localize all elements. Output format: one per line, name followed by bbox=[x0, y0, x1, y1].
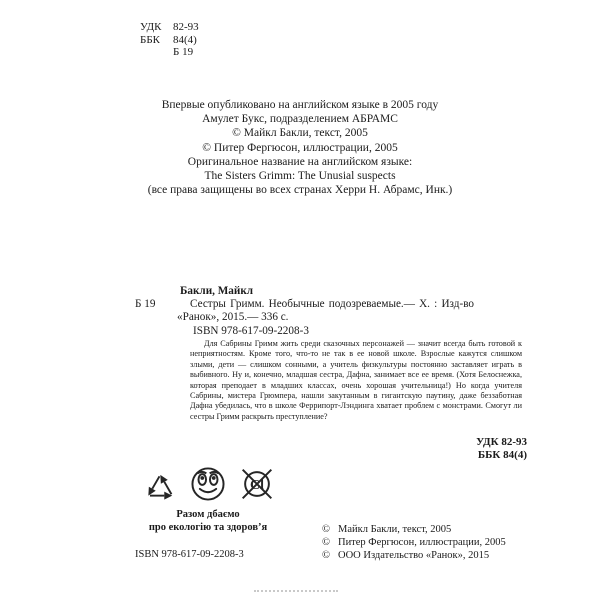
author-code: Б 19 bbox=[173, 46, 194, 58]
copyright-line bbox=[322, 536, 506, 549]
pub-line: © Майкл Бакли, текст, 2005 bbox=[232, 127, 368, 140]
udk-value: 82-93 bbox=[173, 21, 199, 33]
ecology-block bbox=[136, 464, 280, 534]
ecology-slogan: Разом дбаємо про екологію та здоров’я bbox=[148, 509, 268, 533]
udk-row bbox=[140, 21, 199, 34]
publication-info-block bbox=[70, 98, 530, 197]
catalog-code: Б 19 bbox=[135, 298, 156, 311]
cut-mark-dotted-line bbox=[254, 590, 338, 592]
copyright-text: Питер Фергюсон, иллюстрации, 2005 bbox=[337, 537, 506, 548]
pub-line: Амулет Букс, подразделением АБРАМС bbox=[202, 113, 398, 126]
bbk-label: ББК bbox=[140, 33, 160, 46]
udk-label: УДК bbox=[140, 21, 162, 33]
copyright-sign: © bbox=[322, 550, 330, 561]
catalog-card bbox=[135, 285, 485, 338]
ecology-icons bbox=[136, 464, 280, 502]
catalog-entry-row bbox=[135, 298, 485, 324]
copyright-line bbox=[322, 523, 506, 536]
pub-line: Оригинальное название на английском языке: bbox=[187, 155, 413, 168]
recycle-icon bbox=[142, 467, 177, 502]
annotation-paragraph: Для Сабрины Гримм жить среди сказочных персонажей — значит всегда быть готовой к неприятностям. Кроме того, что-то не так в ее новой школе. Взрослые кажутся слишком злыми, дети — слишком сонными, а учитель физкультуры постоянно заставляет играть в выбивного. Ну и, конечно, младшая сестра, Дафна, занимает все ее время. (Хотя Белоснежка, которая преподает в младших классах, очень хорошая учительница!) Но когда учителя Сабрины, мистера Грюмпера, нашли закутанным в гигантскую паутину, даже беззаботная Дафна убедилась, что в школе Феррипорт-Лэндинга хватает проблем с монстрами. Смогут ли сестры Гримм раскрыть преступление? bbox=[190, 339, 522, 421]
copyright-sign: © bbox=[322, 524, 330, 535]
bbk-value: 84(4) bbox=[173, 33, 197, 46]
copyright-text: Майкл Бакли, текст, 2005 bbox=[337, 524, 452, 535]
smiley-face-icon bbox=[190, 466, 226, 502]
pub-line-rights: (все права защищены во всех странах Херри Н. Абрамс, Инк.) bbox=[147, 184, 453, 197]
pub-line-original-title: The Sisters Grimm: The Unusial suspects bbox=[204, 170, 396, 183]
catalog-isbn: ISBN 978-617-09-2208-3 bbox=[193, 324, 309, 337]
no-chlorine-icon bbox=[239, 466, 275, 502]
bottom-udk: УДК 82-93 bbox=[476, 436, 527, 448]
catalog-author: Бакли, Майкл bbox=[180, 285, 254, 297]
catalog-entry: Сестры Гримм. Необычные подозреваемые.— Х. : Изд-во «Ранок», 2015.— 336 с. bbox=[177, 298, 474, 324]
top-classification-codes bbox=[140, 21, 199, 59]
copyright-text: ООО Издательство «Ранок», 2015 bbox=[337, 550, 490, 561]
footer-isbn: ISBN 978-617-09-2208-3 bbox=[135, 549, 244, 560]
bbk-row bbox=[140, 34, 199, 47]
copyright-sign: © bbox=[322, 537, 330, 548]
bottom-classification-codes bbox=[476, 436, 527, 461]
author-code-row bbox=[140, 46, 199, 59]
pub-line: Впервые опубликовано на английском языке в 2005 году bbox=[161, 99, 439, 111]
copyright-line bbox=[322, 549, 506, 562]
bottom-bbk: ББК 84(4) bbox=[477, 448, 527, 461]
pub-line: © Питер Фергюсон, иллюстрации, 2005 bbox=[202, 141, 398, 154]
no-chlorine-label: Cl bbox=[249, 477, 264, 493]
copyright-block bbox=[322, 523, 506, 562]
